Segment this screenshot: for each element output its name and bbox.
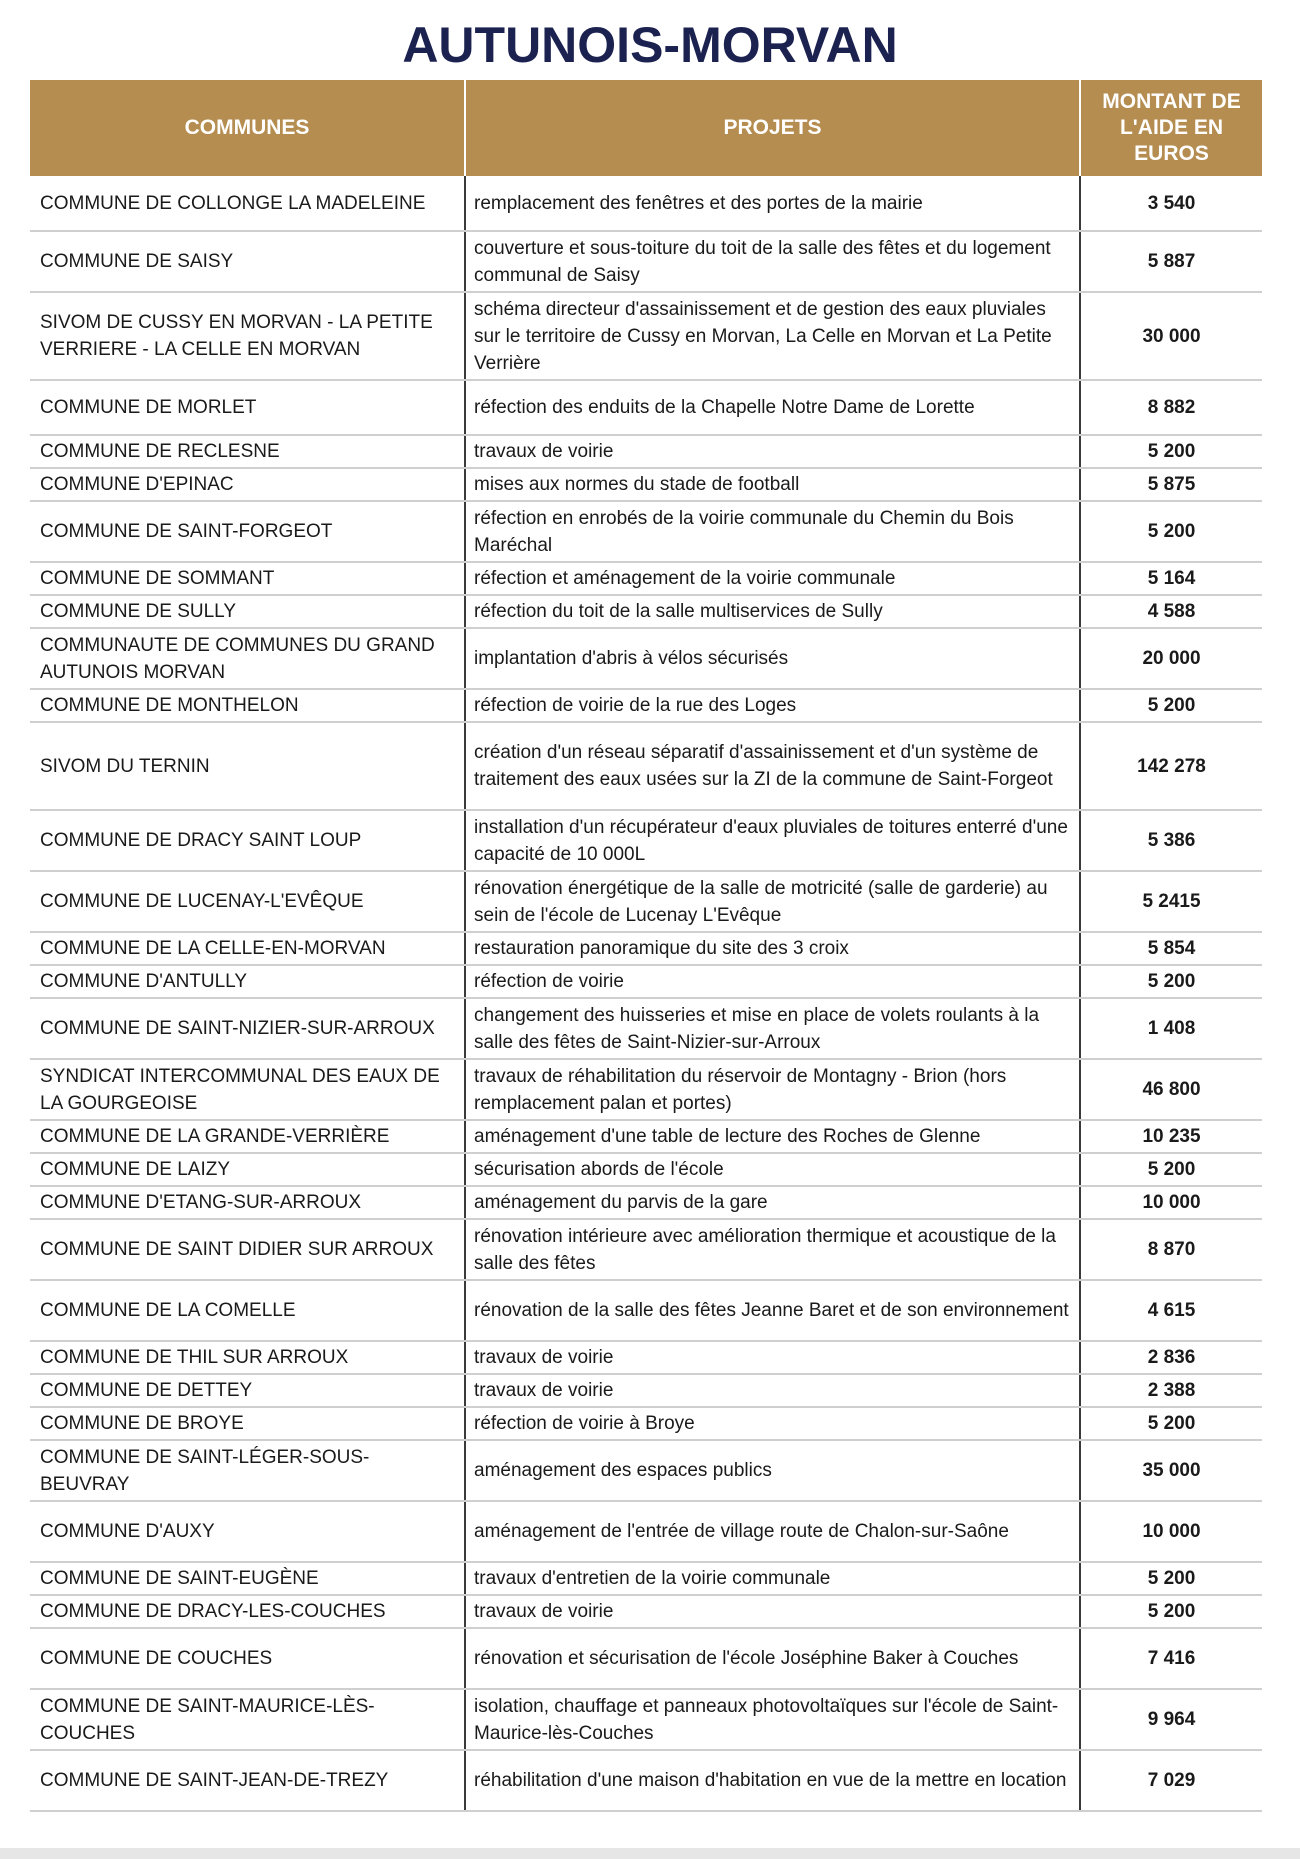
commune-cell: COMMUNE DE SOMMANT (30, 562, 465, 595)
projet-cell: implantation d'abris à vélos sécurisés (465, 628, 1080, 689)
projet-cell: changement des huisseries et mise en place de volets roulants à la salle des fêtes de Saint-Nizier-sur-Arroux (465, 998, 1080, 1059)
commune-cell: COMMUNE DE DRACY-LES-COUCHES (30, 1595, 465, 1628)
montant-cell: 35 000 (1080, 1440, 1262, 1501)
projet-cell: travaux de voirie (465, 435, 1080, 468)
montant-cell: 5 2415 (1080, 871, 1262, 932)
table-row (30, 1440, 1262, 1501)
commune-cell: COMMUNE DE SAINT-NIZIER-SUR-ARROUX (30, 998, 465, 1059)
table-body (30, 176, 1262, 1811)
table-row (30, 501, 1262, 562)
table-row (30, 965, 1262, 998)
commune-cell: COMMUNE DE SULLY (30, 595, 465, 628)
projet-cell: installation d'un récupérateur d'eaux pluviales de toitures enterré d'une capacité de 10 000L (465, 810, 1080, 871)
commune-cell: COMMUNAUTE DE COMMUNES DU GRAND AUTUNOIS MORVAN (30, 628, 465, 689)
projet-cell: aménagement du parvis de la gare (465, 1186, 1080, 1219)
table-row (30, 689, 1262, 722)
table-row (30, 1689, 1262, 1750)
projet-cell: réfection des enduits de la Chapelle Notre Dame de Lorette (465, 380, 1080, 435)
montant-cell: 46 800 (1080, 1059, 1262, 1120)
projet-cell: aménagement d'une table de lecture des Roches de Glenne (465, 1120, 1080, 1153)
projet-cell: sécurisation abords de l'école (465, 1153, 1080, 1186)
projet-cell: réhabilitation d'une maison d'habitation en vue de la mettre en location (465, 1750, 1080, 1811)
montant-cell: 20 000 (1080, 628, 1262, 689)
montant-cell: 5 164 (1080, 562, 1262, 595)
table-row (30, 1280, 1262, 1341)
projet-cell: travaux de voirie (465, 1341, 1080, 1374)
commune-cell: COMMUNE DE SAINT-MAURICE-LÈS-COUCHES (30, 1689, 465, 1750)
commune-cell: COMMUNE DE SAISY (30, 231, 465, 292)
montant-cell: 5 854 (1080, 932, 1262, 965)
commune-cell: COMMUNE D'ANTULLY (30, 965, 465, 998)
montant-cell: 5 200 (1080, 435, 1262, 468)
projet-cell: aménagement de l'entrée de village route de Chalon-sur-Saône (465, 1501, 1080, 1562)
projet-cell: remplacement des fenêtres et des portes de la mairie (465, 176, 1080, 231)
table-row (30, 1628, 1262, 1689)
projet-cell: aménagement des espaces publics (465, 1440, 1080, 1501)
projet-cell: isolation, chauffage et panneaux photovoltaïques sur l'école de Saint-Maurice-lès-Couches (465, 1689, 1080, 1750)
montant-cell: 9 964 (1080, 1689, 1262, 1750)
table-row (30, 1186, 1262, 1219)
page-bottom-border (0, 1848, 1300, 1859)
header-projets: PROJETS (465, 80, 1080, 176)
aid-table (30, 80, 1262, 1812)
montant-cell: 2 836 (1080, 1341, 1262, 1374)
projet-cell: réfection de voirie (465, 965, 1080, 998)
table-row (30, 562, 1262, 595)
projet-cell: rénovation intérieure avec amélioration thermique et acoustique de la salle des fêtes (465, 1219, 1080, 1280)
montant-cell: 5 200 (1080, 1562, 1262, 1595)
commune-cell: SIVOM DU TERNIN (30, 722, 465, 810)
commune-cell: COMMUNE DE COLLONGE LA MADELEINE (30, 176, 465, 231)
commune-cell: COMMUNE DE MONTHELON (30, 689, 465, 722)
table-row (30, 231, 1262, 292)
table-row (30, 595, 1262, 628)
montant-cell: 5 200 (1080, 501, 1262, 562)
table-row (30, 1219, 1262, 1280)
montant-cell: 5 200 (1080, 1595, 1262, 1628)
commune-cell: COMMUNE DE DRACY SAINT LOUP (30, 810, 465, 871)
table-row (30, 1059, 1262, 1120)
table-row (30, 1562, 1262, 1595)
commune-cell: COMMUNE DE LA CELLE-EN-MORVAN (30, 932, 465, 965)
table-row (30, 810, 1262, 871)
projet-cell: restauration panoramique du site des 3 croix (465, 932, 1080, 965)
commune-cell: COMMUNE DE RECLESNE (30, 435, 465, 468)
page-title: AUTUNOIS-MORVAN (402, 17, 898, 73)
table-row (30, 932, 1262, 965)
projet-cell: réfection de voirie de la rue des Loges (465, 689, 1080, 722)
montant-cell: 4 615 (1080, 1280, 1262, 1341)
projet-cell: réfection en enrobés de la voirie communale du Chemin du Bois Maréchal (465, 501, 1080, 562)
projet-cell: création d'un réseau séparatif d'assainissement et d'un système de traitement des eaux usées sur la ZI de la commune de Saint-Forgeot (465, 722, 1080, 810)
commune-cell: COMMUNE DE COUCHES (30, 1628, 465, 1689)
projet-cell: rénovation de la salle des fêtes Jeanne Baret et de son environnement (465, 1280, 1080, 1341)
commune-cell: COMMUNE DE THIL SUR ARROUX (30, 1341, 465, 1374)
projet-cell: travaux de réhabilitation du réservoir de Montagny - Brion (hors remplacement palan et portes) (465, 1059, 1080, 1120)
table-row (30, 1374, 1262, 1407)
table-row (30, 1750, 1262, 1811)
montant-cell: 30 000 (1080, 292, 1262, 380)
projet-cell: rénovation et sécurisation de l'école Joséphine Baker à Couches (465, 1628, 1080, 1689)
montant-cell: 5 386 (1080, 810, 1262, 871)
projet-cell: couverture et sous-toiture du toit de la salle des fêtes et du logement communal de Saisy (465, 231, 1080, 292)
montant-cell: 5 200 (1080, 1407, 1262, 1440)
montant-cell: 4 588 (1080, 595, 1262, 628)
montant-cell: 3 540 (1080, 176, 1262, 231)
montant-cell: 5 875 (1080, 468, 1262, 501)
montant-cell: 5 200 (1080, 689, 1262, 722)
commune-cell: COMMUNE DE MORLET (30, 380, 465, 435)
table-row (30, 1120, 1262, 1153)
table-row (30, 628, 1262, 689)
table-row (30, 1341, 1262, 1374)
montant-cell: 5 200 (1080, 1153, 1262, 1186)
commune-cell: COMMUNE D'EPINAC (30, 468, 465, 501)
table-header-row (30, 80, 1262, 176)
table-row (30, 468, 1262, 501)
projet-cell: travaux d'entretien de la voirie communale (465, 1562, 1080, 1595)
commune-cell: COMMUNE DE LAIZY (30, 1153, 465, 1186)
commune-cell: COMMUNE DE SAINT-LÉGER-SOUS-BEUVRAY (30, 1440, 465, 1501)
montant-cell: 2 388 (1080, 1374, 1262, 1407)
projet-cell: mises aux normes du stade de football (465, 468, 1080, 501)
table-row (30, 435, 1262, 468)
table-row (30, 998, 1262, 1059)
table-row (30, 722, 1262, 810)
table-row (30, 871, 1262, 932)
commune-cell: COMMUNE D'AUXY (30, 1501, 465, 1562)
commune-cell: COMMUNE DE SAINT-FORGEOT (30, 501, 465, 562)
projet-cell: travaux de voirie (465, 1595, 1080, 1628)
table-row (30, 292, 1262, 380)
commune-cell: COMMUNE DE SAINT-EUGÈNE (30, 1562, 465, 1595)
commune-cell: COMMUNE DE SAINT DIDIER SUR ARROUX (30, 1219, 465, 1280)
montant-cell: 7 029 (1080, 1750, 1262, 1811)
montant-cell: 10 000 (1080, 1186, 1262, 1219)
commune-cell: COMMUNE DE BROYE (30, 1407, 465, 1440)
montant-cell: 1 408 (1080, 998, 1262, 1059)
table-row (30, 1407, 1262, 1440)
projet-cell: réfection du toit de la salle multiservices de Sully (465, 595, 1080, 628)
montant-cell: 8 882 (1080, 380, 1262, 435)
montant-cell: 7 416 (1080, 1628, 1262, 1689)
commune-cell: COMMUNE DE LA COMELLE (30, 1280, 465, 1341)
table-row (30, 1153, 1262, 1186)
table-row (30, 380, 1262, 435)
projet-cell: réfection et aménagement de la voirie communale (465, 562, 1080, 595)
commune-cell: COMMUNE DE SAINT-JEAN-DE-TREZY (30, 1750, 465, 1811)
header-communes: COMMUNES (30, 80, 465, 176)
table-row (30, 176, 1262, 231)
montant-cell: 5 200 (1080, 965, 1262, 998)
commune-cell: COMMUNE DE LA GRANDE-VERRIÈRE (30, 1120, 465, 1153)
commune-cell: SIVOM DE CUSSY EN MORVAN - LA PETITE VERRIERE - LA CELLE EN MORVAN (30, 292, 465, 380)
projet-cell: réfection de voirie à Broye (465, 1407, 1080, 1440)
commune-cell: COMMUNE D'ETANG-SUR-ARROUX (30, 1186, 465, 1219)
commune-cell: COMMUNE DE LUCENAY-L'EVÊQUE (30, 871, 465, 932)
projet-cell: travaux de voirie (465, 1374, 1080, 1407)
montant-cell: 10 000 (1080, 1501, 1262, 1562)
montant-cell: 142 278 (1080, 722, 1262, 810)
montant-cell: 10 235 (1080, 1120, 1262, 1153)
montant-cell: 5 887 (1080, 231, 1262, 292)
projet-cell: schéma directeur d'assainissement et de gestion des eaux pluviales sur le territoire de Cussy en Morvan, La Celle en Morvan et La Petite Verrière (465, 292, 1080, 380)
header-montant: MONTANT DE L'AIDE EN EUROS (1080, 80, 1262, 176)
projet-cell: rénovation énergétique de la salle de motricité (salle de garderie) au sein de l'école de Lucenay L'Evêque (465, 871, 1080, 932)
commune-cell: SYNDICAT INTERCOMMUNAL DES EAUX DE LA GOURGEOISE (30, 1059, 465, 1120)
commune-cell: COMMUNE DE DETTEY (30, 1374, 465, 1407)
table-row (30, 1595, 1262, 1628)
montant-cell: 8 870 (1080, 1219, 1262, 1280)
table-row (30, 1501, 1262, 1562)
